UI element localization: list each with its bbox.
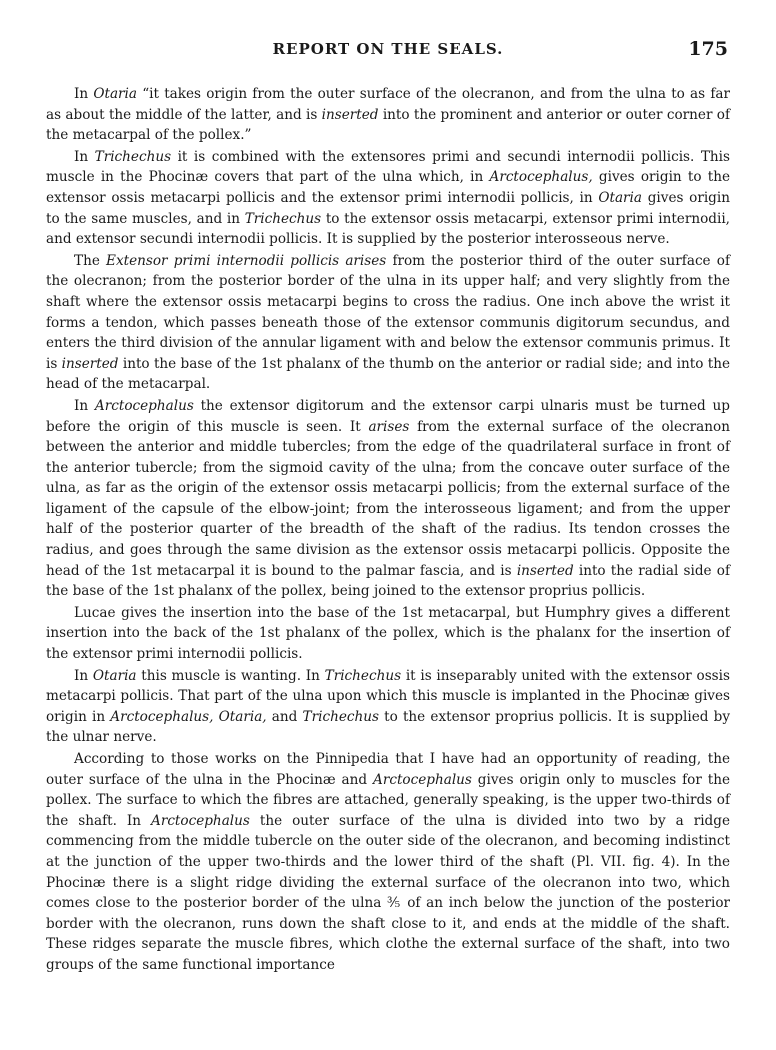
paragraph xyxy=(46,396,730,602)
text-run: gives origin to the same muscles, and in xyxy=(46,189,730,227)
text-run: “it takes origin from the outer surface of the olecranon, and from the ulna to as far as about the middle of the latter, and is xyxy=(46,86,730,123)
italic-text: Arctocephalus xyxy=(94,397,194,414)
running-header xyxy=(0,40,776,62)
italic-text: Arctocephalus, Otaria, xyxy=(110,708,267,725)
text-run: into the base of the 1st phalanx of the thumb on the anterior or radial side; and into the head of the metacarpal. xyxy=(46,355,730,393)
italic-text: inserted xyxy=(516,562,574,579)
text-run: it is combined with the extensores primi and secundi internodii pollicis. This muscle in the Phocinæ covers that part of the ulna which, in xyxy=(46,148,730,186)
text-run: from the external surface of the olecranon between the anterior and middle tubercles; from the edge of the quadrilateral surface in front of the anterior tubercle; from the sigmoid cavity of the ulna; from the concave outer surface of the ulna, as far as the origin of the extensor ossis metacarpi pollicis; from the external surface of the ligament of the capsule of the elbow-joint; from the interosseous ligament; and from the upper half of the posterior quarter of the breadth of the shaft of the radius. Its tendon crosses the radius, and goes through the same division as the extensor ossis metacarpi pollicis. Opposite the head of the 1st metacarpal it is bound to the palmar fascia, and is xyxy=(46,418,730,579)
text-run: it is inseparably united with the extensor ossis metacarpi pollicis. That part of the ulna upon which this muscle is implanted in the Phocinæ gives origin in xyxy=(46,667,730,725)
paragraph xyxy=(46,147,730,250)
italic-text: Otaria xyxy=(92,667,137,684)
text-run: to the extensor proprius pollicis. It is supplied by the ulnar nerve. xyxy=(46,708,730,746)
text-run: The xyxy=(74,252,107,269)
italic-text: Trichechus xyxy=(244,210,322,227)
italic-text: Otaria xyxy=(598,189,643,206)
text-run: this muscle is wanting. In xyxy=(136,667,325,684)
italic-text: Trichechus xyxy=(302,708,379,725)
paragraph xyxy=(46,251,730,395)
text-run: from the posterior third of the outer surface of the olecranon; from the posterior border of the ulna in its upper half; and very slightly from the shaft where the extensor ossis metacarpi begins to cross the radius. One inch above the wrist it forms a tendon, which passes beneath those of the extensor communis digitorum secundus, and enters the third division of the annular ligament with and below the extensor communis primus. It is xyxy=(46,252,730,372)
text-run: gives origin only to muscles for the pollex. The surface to which the fibres are attached, generally speaking, is the upper two-thirds of the shaft. In xyxy=(46,771,730,829)
text-run: gives origin to the extensor ossis metacarpi pollicis and the extensor primi internodii pollicis, in xyxy=(46,169,730,206)
text-run: into the prominent and anterior or outer corner of the metacarpal of the pollex.” xyxy=(46,106,730,144)
italic-text: Trichechus xyxy=(94,148,172,165)
body-text xyxy=(46,84,730,976)
text-run: In xyxy=(74,148,95,165)
paragraph xyxy=(46,666,730,748)
text-run: the outer surface of the ulna is divided into two by a ridge commencing from the middle tubercle on the outer side of the olecranon, and becoming indistinct at the junction of the upper two-thirds and the lower third of the shaft (Pl. VII. fig. 4). In the Phocinæ there is a slight ridge dividing the external surface of the olecranon into two, which comes close to the posterior border of the ulna ⅗ of an inch below the junction of the posterior border with the olecranon, runs down the shaft close to it, and ends at the middle of the shaft. These ridges separate the muscle fibres, which clothe the external surface of the shaft, into two groups of the same functional importance xyxy=(46,812,730,973)
page-title: REPORT ON THE SEALS. xyxy=(272,40,504,58)
italic-text: Trichechus xyxy=(324,667,402,684)
italic-text: Arctocephalus, xyxy=(489,169,593,186)
italic-text: inserted xyxy=(321,106,379,123)
text-run: In xyxy=(74,86,94,102)
text-run: the extensor digitorum and the extensor carpi ulnaris must be turned up before the origin of this muscle is seen. It xyxy=(46,397,730,435)
text-run: In xyxy=(74,397,95,414)
italic-text: arises xyxy=(368,418,410,435)
italic-text: Otaria xyxy=(93,86,138,102)
page-number: 175 xyxy=(688,38,728,60)
italic-text: Extensor primi internodii pollicis arises xyxy=(106,252,387,269)
text-run: Lucae gives the insertion into the base of the 1st metacarpal, but Humphry gives a different insertion into the back of the 1st phalanx of the pollex, which is the phalanx for the insertion of the extensor primi internodii pollicis. xyxy=(46,604,730,663)
paragraph xyxy=(46,603,730,665)
italic-text: Arctocephalus xyxy=(373,771,472,788)
paragraph xyxy=(46,84,730,146)
text-run: In xyxy=(74,667,93,684)
italic-text: Arctocephalus xyxy=(151,812,250,829)
text-run: and xyxy=(266,708,303,725)
text-run: to the extensor ossis metacarpi, extensor primi internodii, and extensor secundi internodii pollicis. It is supplied by the posterior interosseous nerve. xyxy=(46,210,730,248)
italic-text: inserted xyxy=(61,355,119,372)
text-run: into the radial side of the base of the 1st phalanx of the pollex, being joined to the extensor proprius pollicis. xyxy=(46,562,730,600)
text-run: According to those works on the Pinnipedia that I have had an opportunity of reading, the outer surface of the ulna in the Phocinæ and xyxy=(46,751,730,788)
paragraph xyxy=(46,749,730,976)
